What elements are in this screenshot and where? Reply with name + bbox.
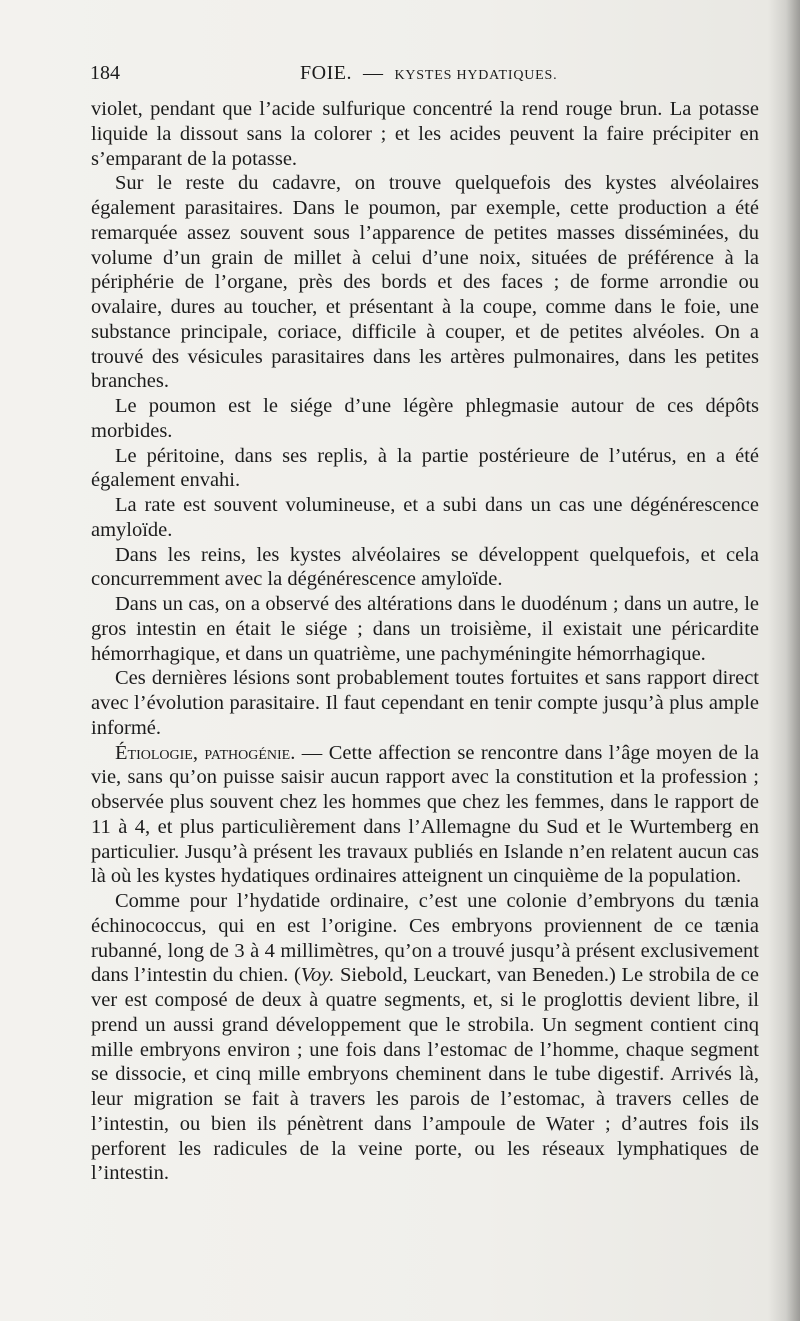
paragraph-9-text: Cette affection se rencontre dans l’âge moyen de la vie, sans qu’on puisse saisir aucun rapport avec la constitution et la profession ; observée plus souvent chez les hommes que chez les femmes, dans le rapport de 11 à 4, et plus particulièrement dans l’Allemagne du Sud et le Wurtemberg en particulier. Jusqu’à présent les travaux publiés en Islande n’en relatent aucun cas là où les kystes hydatiques ordinaires atteignent un cinquième de la population. <box>91 741 759 888</box>
body-text <box>91 97 759 1186</box>
running-title-dash: — <box>362 62 384 84</box>
paragraph-10-text-b: Siebold, Leuckart, van Beneden.) Le strobila de ce ver est composé de deux à quatre segments, et, si le proglottis devient libre, il prend un aussi grand développement que le strobila. Un segment contient cinq mille embryons environ ; une fois dans l’estomac de l’homme, chaque segment se dissocie, et cinq mille embryons cheminent dans le tube digestif. Arrivés là, leur migration se fait à travers les parois de l’estomac, à travers celles de l’intestin, ou bien ils pénètrent dans l’ampoule de Water ; d’autres fois ils perforent les radicules de la veine porte, ou les réseaux lymphatiques de l’intestin. <box>91 964 759 1185</box>
paragraph-3: Le poumon est le siége d’une légère phlegmasie autour de ces dépôts morbides. <box>91 395 759 442</box>
paragraph-4: Le péritoine, dans ses replis, à la partie postérieure de l’utérus, en a été également envahi. <box>91 444 759 492</box>
paragraph-9 <box>91 741 759 890</box>
section-lead: Étiologie, pathogénie. <box>115 741 296 764</box>
section-lead-dash: — <box>295 741 329 764</box>
paragraph-7: Dans un cas, on a observé des altérations dans le duodénum ; dans un autre, le gros intestin en était le siége ; dans un troisième, il existait une péricardite hémorrhagique, et dans un quatrième, une pachyméningite hémorrhagique. <box>91 593 759 665</box>
paragraph-10-italic: Voy. <box>300 964 335 987</box>
paragraph-6: Dans les reins, les kystes alvéolaires se développent quelquefois, et cela concurremment avec la dégénérescence amyloïde. <box>91 543 759 591</box>
running-title-sub: KYSTES HYDATIQUES. <box>394 68 558 83</box>
paragraph-1: violet, pendant que l’acide sulfurique concentré la rend rouge brun. La potasse liquide la dissout sans la colorer ; et les acides peuvent la faire précipiter en s’emparant de la potasse. <box>91 98 759 170</box>
page-edge-shadow <box>786 0 800 1321</box>
paragraph-8: Ces dernières lésions sont probablement toutes fortuites et sans rapport direct avec l’évolution parasitaire. Il faut cependant en tenir compte jusqu’à plus ample informé. <box>91 667 759 739</box>
paragraph-10 <box>91 889 759 1186</box>
running-head <box>90 62 760 92</box>
page-number: 184 <box>90 62 120 84</box>
paragraph-5: La rate est souvent volumineuse, et a subi dans un cas une dégénérescence amyloïde. <box>91 494 759 541</box>
paragraph-2: Sur le reste du cadavre, on trouve quelquefois des kystes alvéolaires également parasitaires. Dans le poumon, par exemple, cette production a été remarquée assez souvent sous l’apparence de petites masses disséminées, du volume d’un grain de millet à celui d’une noix, situées de préférence à la périphérie de l’organe, près des bords et des faces ; de forme arrondie ou ovalaire, dures au toucher, et présentant à la coupe, comme dans le foie, une substance principale, coriace, difficile à couper, et de petites alvéoles. On a trouvé des vésicules parasitaires dans les artères pulmonaires, dans les petites branches. <box>91 172 759 393</box>
running-title <box>300 62 557 85</box>
running-title-main: FOIE. <box>300 62 352 84</box>
paragraph-10-text-a: Comme pour l’hydatide ordinaire, c’est une colonie d’embryons du tænia échinococcus, qui en est l’origine. Ces embryons proviennent de ce tænia rubanné, long de 3 à 4 millimètres, qu’on a trouvé jusqu’à présent exclusivement dans l’intestin du chien. ( <box>91 890 759 987</box>
